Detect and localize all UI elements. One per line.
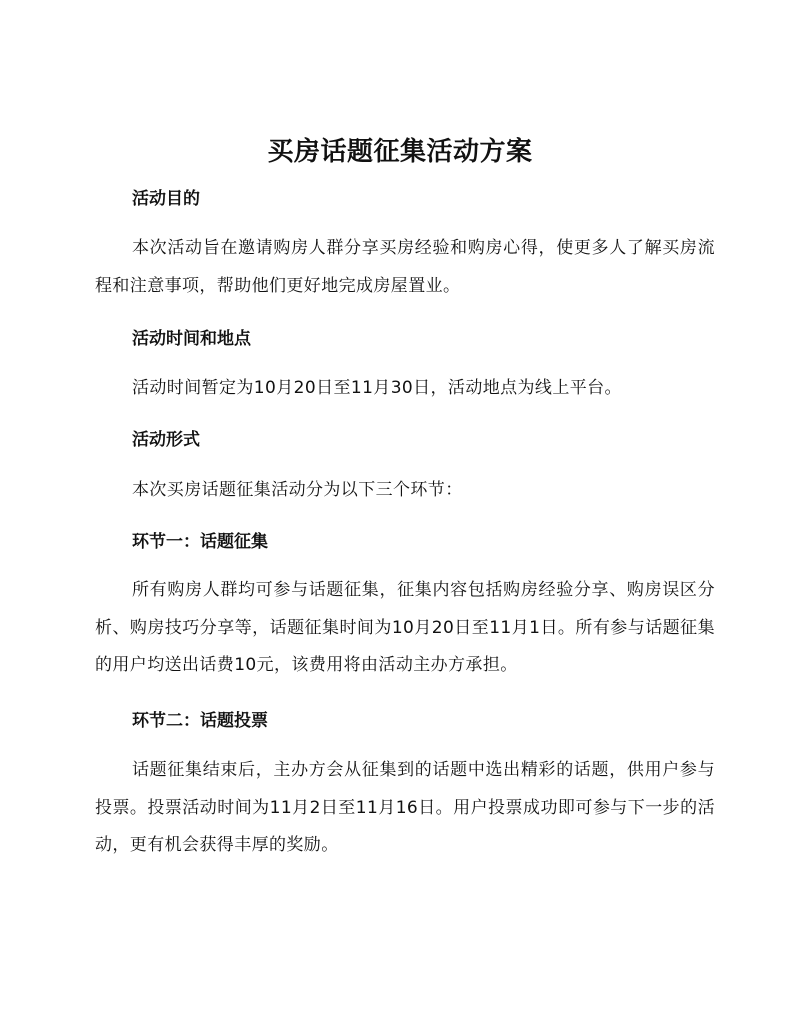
section-body-stage-one: 所有购房人群均可参与话题征集，征集内容包括购房经验分享、购房误区分析、购房技巧分享等，话题征集时间为10月20日至11月1日。所有参与话题征集的用户均送出话费10元，该费用将由活动主办方承担。: [95, 580, 715, 675]
section-heading-format: 活动形式: [132, 430, 200, 450]
section-heading-purpose: 活动目的: [132, 189, 200, 209]
section-body-time-place: 活动时间暂定为10月20日至11月30日，活动地点为线上平台。: [132, 378, 622, 398]
section-heading-time-place: 活动时间和地点: [132, 329, 251, 349]
section-body-stage-two: 话题征集结束后，主办方会从征集到的话题中选出精彩的话题，供用户参与投票。投票活动时间为11月2日至11月16日。用户投票成功即可参与下一步的活动，更有机会获得丰厚的奖励。: [95, 760, 715, 855]
section-heading-stage-two: 环节二：话题投票: [132, 711, 268, 731]
section-body-purpose: 本次活动旨在邀请购房人群分享买房经验和购房心得，使更多人了解买房流程和注意事项，帮助他们更好地完成房屋置业。: [95, 238, 715, 296]
section-body-format: 本次买房话题征集活动分为以下三个环节：: [132, 480, 463, 500]
document-title: 买房话题征集活动方案: [267, 137, 533, 167]
section-heading-stage-one: 环节一：话题征集: [132, 532, 268, 552]
